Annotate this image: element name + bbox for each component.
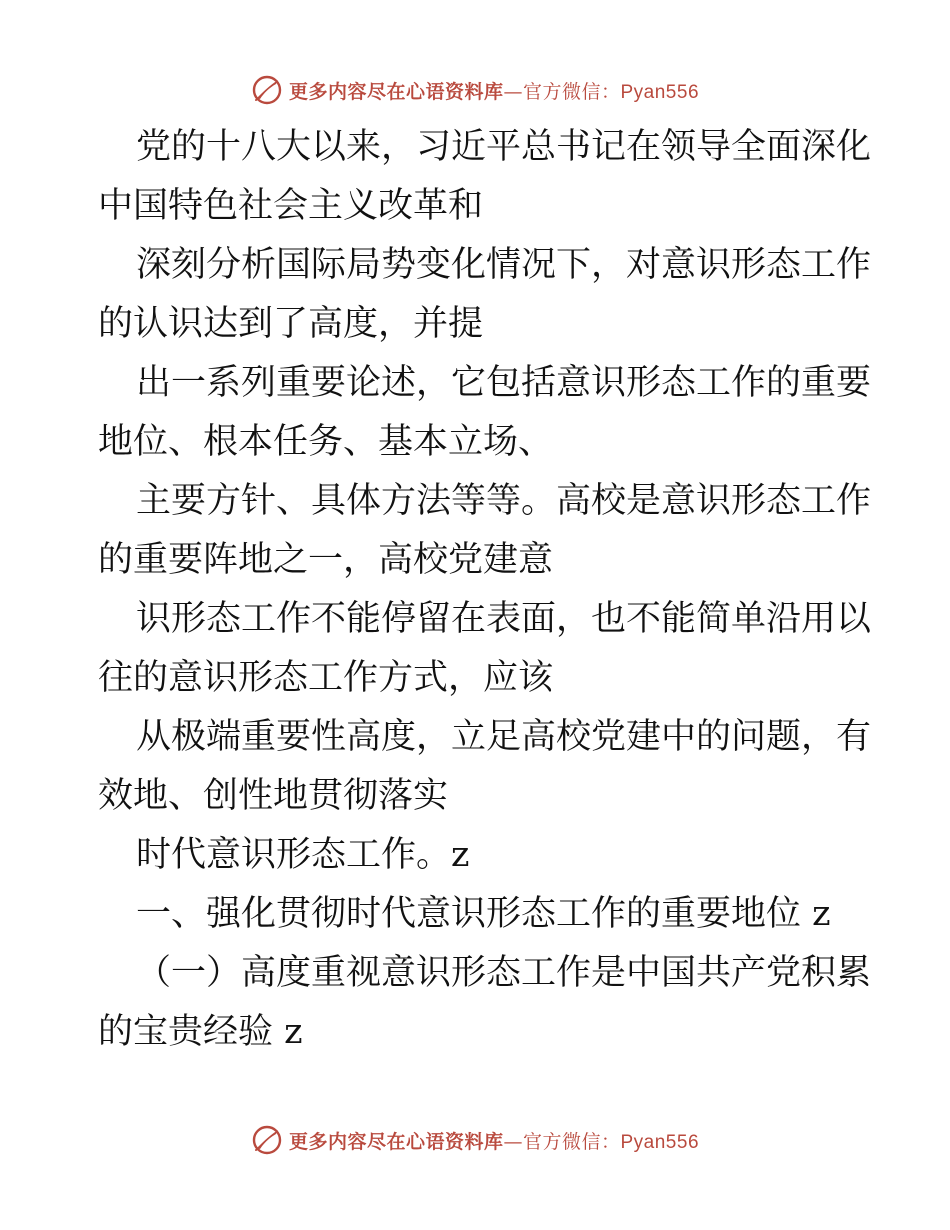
brush-pen-logo-icon: [251, 1124, 283, 1156]
text-line: 主要方针、具体方法等等。高校是意识形态工作: [136, 481, 872, 521]
text-line: 从极端重要性高度，立足高校党建中的问题，有: [136, 717, 872, 757]
text-line: 中国特色社会主义改革和: [98, 186, 484, 226]
text-line: 地位、根本任务、基本立场、: [98, 422, 554, 462]
watermark-separator: —: [503, 1130, 523, 1153]
text-line: 时代意识形态工作。z: [136, 835, 470, 875]
section-heading: 一、强化贯彻时代意识形态工作的重要地位 z: [136, 894, 831, 934]
watermark-text: [289, 1127, 699, 1154]
text-line: 的宝贵经验 z: [98, 1012, 303, 1052]
text-line: 往的意识形态工作方式，应该: [98, 658, 554, 698]
document-body: [98, 118, 872, 1062]
text-line: 党的十八大以来，习近平总书记在领导全面深化: [136, 127, 872, 167]
text-line: 的认识达到了高度，并提: [98, 304, 484, 344]
text-line: 识形态工作不能停留在表面，也不能简单沿用以: [136, 599, 872, 639]
watermark-banner-top: [0, 70, 950, 110]
text-line: 深刻分析国际局势变化情况下，对意识形态工作: [136, 245, 872, 285]
brush-pen-logo-icon: [251, 74, 283, 106]
subsection-heading: （一）高度重视意识形态工作是中国共产党积累: [136, 953, 872, 993]
watermark-wechat-label: 官方微信：: [522, 1130, 621, 1153]
watermark-wechat-label: 官方微信：: [522, 80, 621, 103]
watermark-wechat-id: Pyan556: [620, 1131, 700, 1153]
watermark-text: [289, 77, 699, 104]
watermark-brand: 更多内容尽在心语资料库: [288, 80, 504, 103]
text-line: 出一系列重要论述，它包括意识形态工作的重要: [136, 363, 872, 403]
watermark-wechat-id: Pyan556: [620, 81, 700, 103]
watermark-brand: 更多内容尽在心语资料库: [288, 1130, 504, 1153]
text-line: 的重要阵地之一，高校党建意: [98, 540, 554, 580]
text-line: 效地、创性地贯彻落实: [98, 776, 449, 816]
watermark-banner-bottom: [0, 1120, 950, 1160]
watermark-separator: —: [503, 80, 523, 103]
